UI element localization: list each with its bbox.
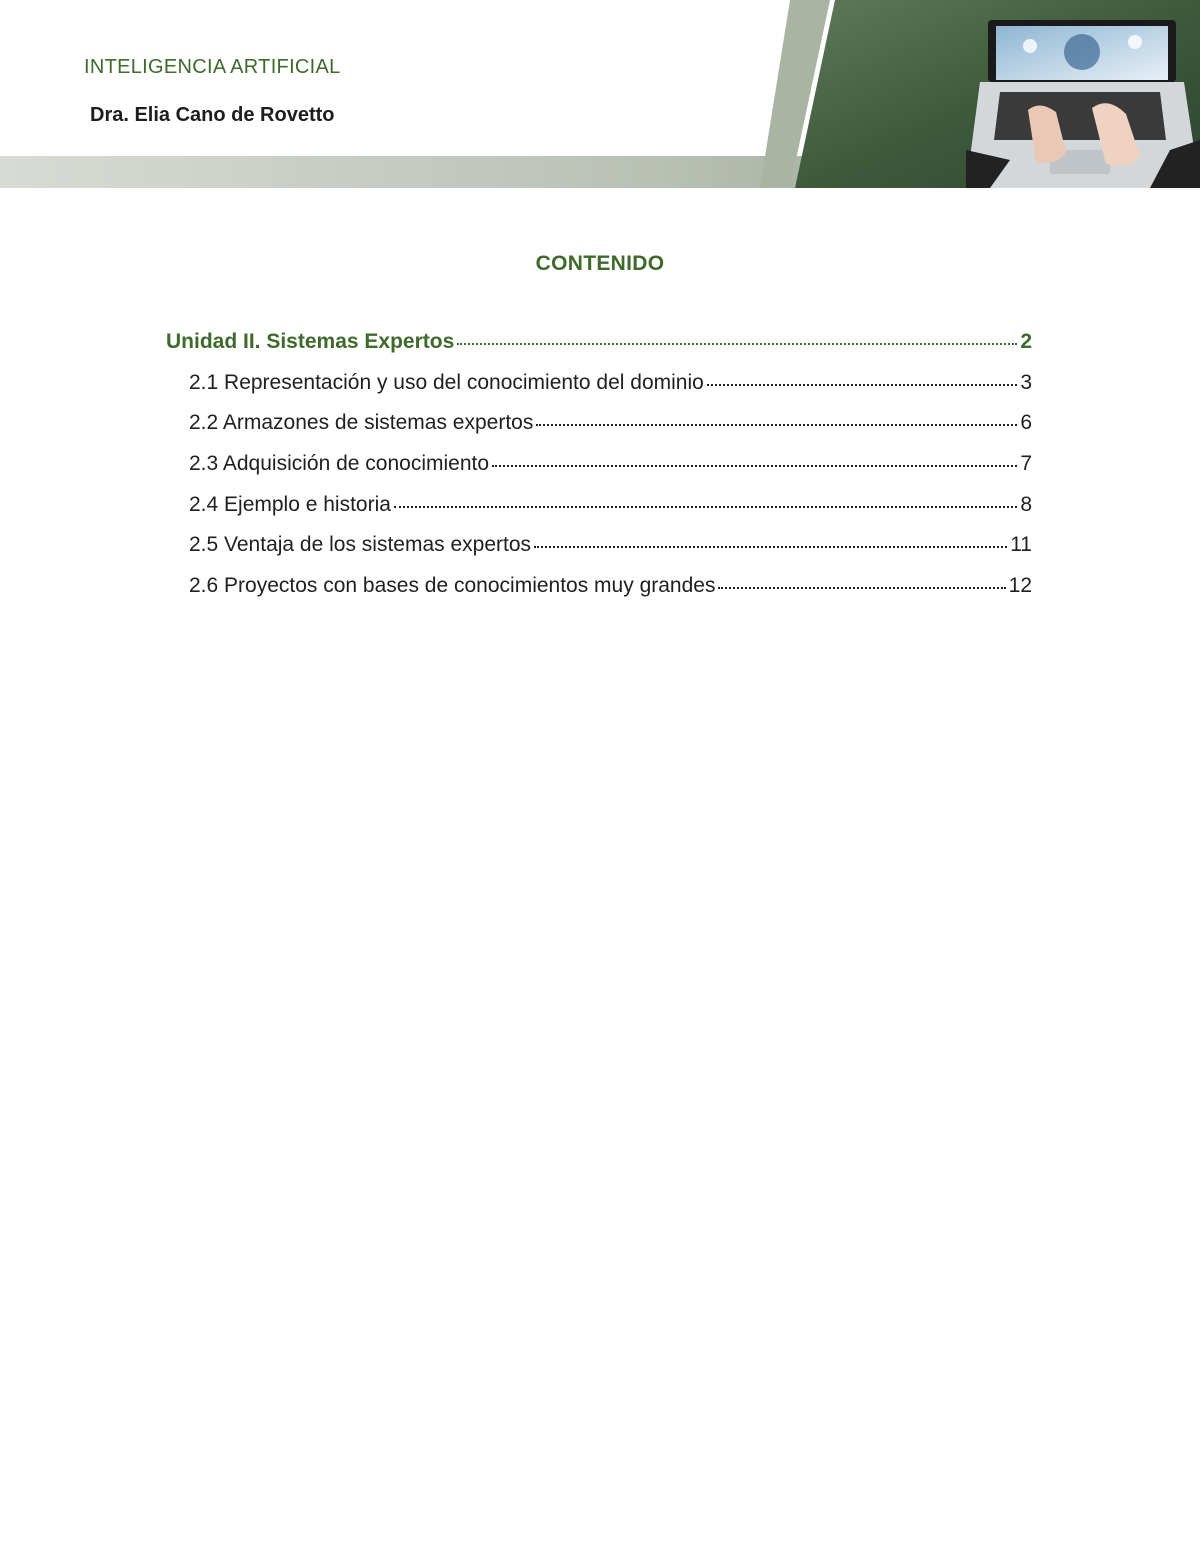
header-banner xyxy=(0,0,1200,190)
toc-leader xyxy=(536,424,1017,426)
toc-entry-label: 2.1 Representación y uso del conocimiento del dominio xyxy=(189,370,704,394)
toc-entry-2-5[interactable] xyxy=(166,533,1032,574)
toc-entry-label: Unidad II. Sistemas Expertos xyxy=(166,330,455,353)
toc-entry-2-3[interactable] xyxy=(166,452,1032,493)
document-title: INTELIGENCIA ARTIFICIAL xyxy=(84,56,341,78)
banner-graphic xyxy=(0,0,1200,190)
toc-page-number: 7 xyxy=(1020,452,1032,476)
toc-page-number: 6 xyxy=(1020,411,1032,435)
toc-entry-label: 2.5 Ventaja de los sistemas expertos xyxy=(189,533,532,557)
toc-leader xyxy=(457,343,1017,345)
toc-page-number: 8 xyxy=(1020,492,1032,516)
toc-page-number: 2 xyxy=(1020,330,1032,353)
toc-entry-2-6[interactable] xyxy=(166,574,1032,615)
toc-entry-label: 2.6 Proyectos con bases de conocimientos muy grandes xyxy=(189,574,716,598)
toc-leader xyxy=(718,587,1005,589)
toc-entry-label: 2.3 Adquisición de conocimiento xyxy=(189,452,490,476)
toc-leader xyxy=(492,465,1017,467)
toc-leader xyxy=(534,546,1007,548)
toc-entry-2-4[interactable] xyxy=(166,493,1032,534)
toc-leader xyxy=(707,384,1018,386)
toc-entry-2-2[interactable] xyxy=(166,411,1032,452)
toc-leader xyxy=(394,506,1017,508)
toc-entry-2-1[interactable] xyxy=(166,371,1032,412)
toc-page-number: 11 xyxy=(1010,533,1032,557)
document-author: Dra. Elia Cano de Rovetto xyxy=(90,104,335,126)
toc-page-number: 3 xyxy=(1020,370,1032,394)
toc-entry-label: 2.2 Armazones de sistemas expertos xyxy=(189,411,534,435)
toc-heading: CONTENIDO xyxy=(535,252,665,275)
table-of-contents xyxy=(166,330,1032,615)
toc-page-number: 12 xyxy=(1008,574,1032,598)
laptop-hands-icon xyxy=(966,20,1200,188)
toc-entry-unit-2[interactable] xyxy=(166,330,1032,371)
toc-entry-label: 2.4 Ejemplo e historia xyxy=(189,492,391,516)
